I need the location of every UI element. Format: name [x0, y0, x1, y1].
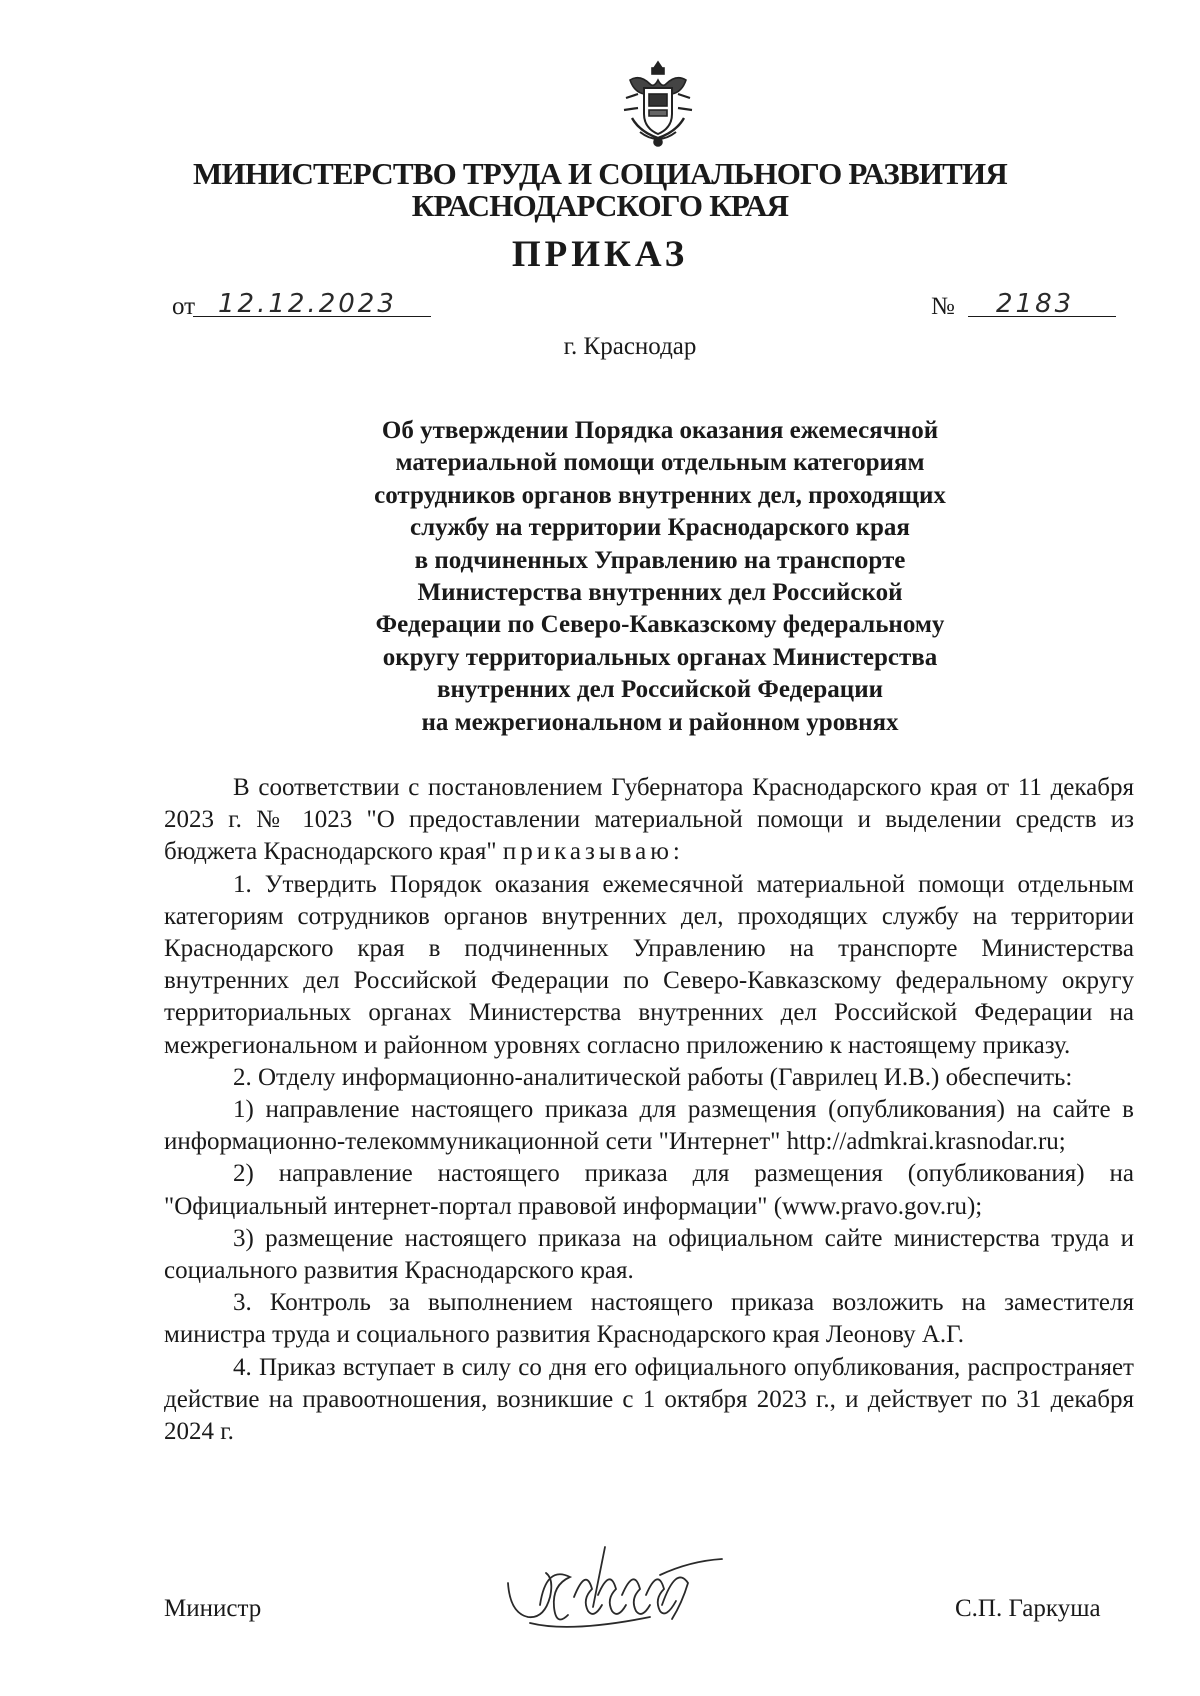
handwritten-signature	[500, 1545, 740, 1645]
item-2-2: 2) направление настоящего приказа для размещения (опубликования) на "Официальный интернет-портал правовой информации" (www.pravo.gov.ru);	[164, 1160, 1134, 1220]
heading-line: сотрудников органов внутренних дел, проходящих	[374, 481, 946, 509]
heading-line: Министерства внутренних дел Российской	[417, 579, 903, 607]
document-type-title: ПРИКАЗ	[511, 234, 689, 275]
heading-line: внутренних дел Российской Федерации	[436, 676, 884, 704]
heading-line: в подчиненных Управлению на транспорте	[414, 546, 906, 574]
item-2: 2. Отделу информационно-аналитической работы (Гаврилец И.В.) обеспечить:	[233, 1063, 1073, 1091]
item-1: 1. Утвердить Порядок оказания ежемесячной материальной помощи отдельным категориям сотрудников органов внутренних дел, проходящих службу на территории Краснодарского края в подчиненных Управлению на транспорте Министерства внутренних дел Российской Федерации по Северо-Кавказскому федеральному округу территориальных органах Министерства внутренних дел Российской Федерации на межрегиональном и районном уровнях согласно приложению к настоящему приказу.	[164, 870, 1134, 1059]
intro-paragraph	[164, 772, 1134, 869]
number-label: №	[931, 293, 955, 320]
heading-line: материальной помощи отдельным категориям	[395, 449, 925, 477]
heading-line: службу на территории Краснодарского края	[410, 514, 910, 542]
signer-name: С.П. Гаркуша	[955, 1595, 1101, 1622]
coat-of-arms-icon	[618, 58, 698, 150]
signer-title: Министр	[164, 1595, 262, 1622]
heading-line: Федерации по Северо-Кавказскому федеральному	[375, 611, 945, 639]
heading-line: округу территориальных органах Министерства	[382, 643, 938, 671]
order-number: 2183	[996, 289, 1075, 319]
date-label: от	[172, 293, 196, 320]
intro-text: В соответствии с постановлением Губернатора Краснодарского края от 11 декабря 2023 г. № 1023 "О предоставлении материальной помощи и выделении средств из бюджета Краснодарского края"	[164, 774, 1134, 866]
heading-line: Об утверждении Порядка оказания ежемесячной	[381, 417, 939, 444]
order-word: приказываю:	[502, 838, 684, 866]
order-body	[164, 772, 1134, 1448]
item-2-1: 1) направление настоящего приказа для размещения (опубликования) на сайте в информационно-телекоммуникационной сети "Интернет" http://admkrai.krasnodar.ru;	[164, 1096, 1134, 1156]
heading-line: на межрегиональном и районном уровнях	[421, 708, 899, 736]
order-date: 12.12.2023	[218, 289, 397, 319]
ministry-name-line1: МИНИСТЕРСТВО ТРУДА И СОЦИАЛЬНОГО РАЗВИТИЯ	[193, 156, 1007, 191]
item-3: 3. Контроль за выполнением настоящего приказа возложить на заместителя министра труда и социального развития Краснодарского края Леонову А.Г.	[164, 1289, 1134, 1349]
ministry-name-line2: КРАСНОДАРСКОГО КРАЯ	[411, 188, 789, 223]
city-line: г. Краснодар	[563, 333, 697, 360]
item-2-3: 3) размещение настоящего приказа на официальном сайте министерства труда и социального развития Краснодарского края.	[164, 1224, 1134, 1285]
order-heading	[300, 415, 1020, 739]
item-4: 4. Приказ вступает в силу со дня его официального опубликования, распространяет действие на правоотношения, возникшие с 1 октября 2023 г., и действует по 31 декабря 2024 г.	[164, 1353, 1134, 1446]
